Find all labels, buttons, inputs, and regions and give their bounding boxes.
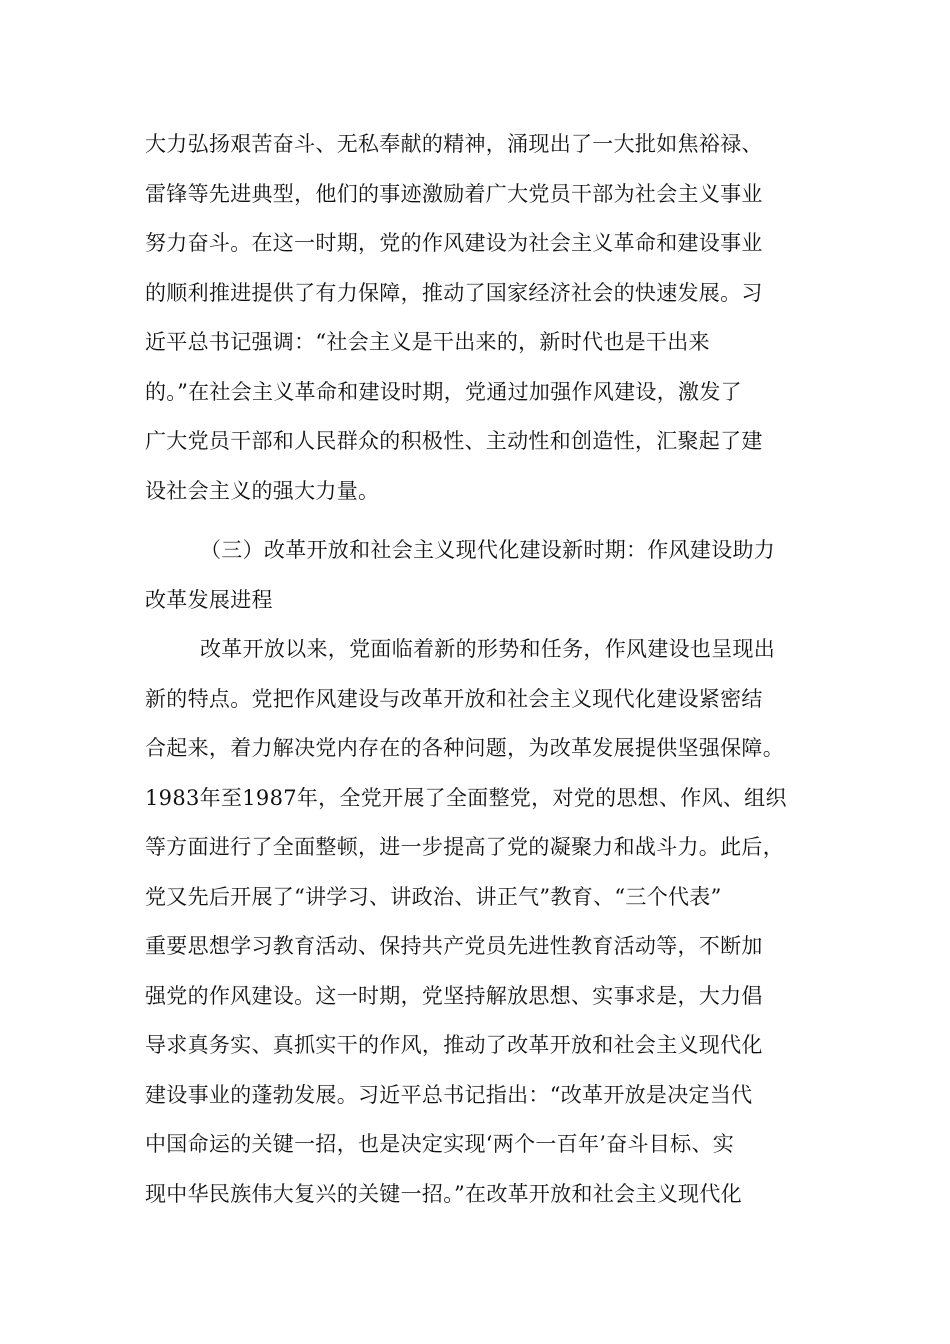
- paragraph-first-line: 改革开放以来，党面临着新的形势和任务，作风建设也呈现出: [200, 637, 776, 661]
- paragraph-continuation: [145, 120, 807, 516]
- text-line: 党又先后开展了“讲学习、讲政治、讲正气”教育、“三个代表”: [145, 884, 722, 909]
- text-line: 重要思想学习教育活动、保持共产党员先进性教育活动等，不断加: [145, 934, 763, 958]
- text-line: 雷锋等先进典型，他们的事迹激励着广大党员干部为社会主义事业: [145, 181, 763, 206]
- text-line: 现中华民族伟大复兴的关键一招。”在改革开放和社会主义现代化: [145, 1181, 742, 1206]
- text-line: 强党的作风建设。这一时期，党坚持解放思想、实事求是，大力倡: [145, 983, 763, 1008]
- section-and-body: [145, 526, 807, 1219]
- text-line: 建设事业的蓬勃发展。习近平总书记指出：“改革开放是决定当代: [145, 1082, 753, 1107]
- text-line: 新的特点。党把作风建设与改革开放和社会主义现代化建设紧密结: [145, 686, 763, 711]
- text-line: 的。”在社会主义革命和建设时期，党通过加强作风建设，激发了: [145, 379, 742, 404]
- text-line: 中国命运的关键一招，也是决定实现‘两个一百年’奋斗目标、实: [145, 1132, 735, 1156]
- text-line: 1983年至1987年，全党开展了全面整党，对党的思想、作风、组织: [145, 785, 787, 810]
- text-line: 努力奋斗。在这一时期，党的作风建设为社会主义革命和建设事业: [145, 231, 763, 255]
- text-line: 合起来，着力解决党内存在的各种问题，为改革发展提供坚强保障。: [145, 736, 784, 760]
- section-heading: （三）改革开放和社会主义现代化建设新时期：作风建设助力: [200, 538, 776, 562]
- text-line: 等方面进行了全面整顿，进一步提高了党的凝聚力和战斗力。此后，: [145, 835, 784, 859]
- text-line: 广大党员干部和人民群众的积极性、主动性和创造性，汇聚起了建: [145, 429, 763, 453]
- text-line: 的顺利推进提供了有力保障，推动了国家经济社会的快速发展。习: [145, 280, 763, 305]
- text-line: 大力弘扬艰苦奋斗、无私奉献的精神，涌现出了一大批如焦裕禄、: [145, 132, 763, 156]
- text-line: 设社会主义的强大力量。: [145, 478, 380, 503]
- text-line: 导求真务实、真抓实干的作风，推动了改革开放和社会主义现代化: [145, 1033, 763, 1057]
- section-heading-continuation: 改革发展进程: [145, 587, 273, 612]
- text-line: 近平总书记强调：“社会主义是干出来的，新时代也是干出来: [145, 330, 710, 354]
